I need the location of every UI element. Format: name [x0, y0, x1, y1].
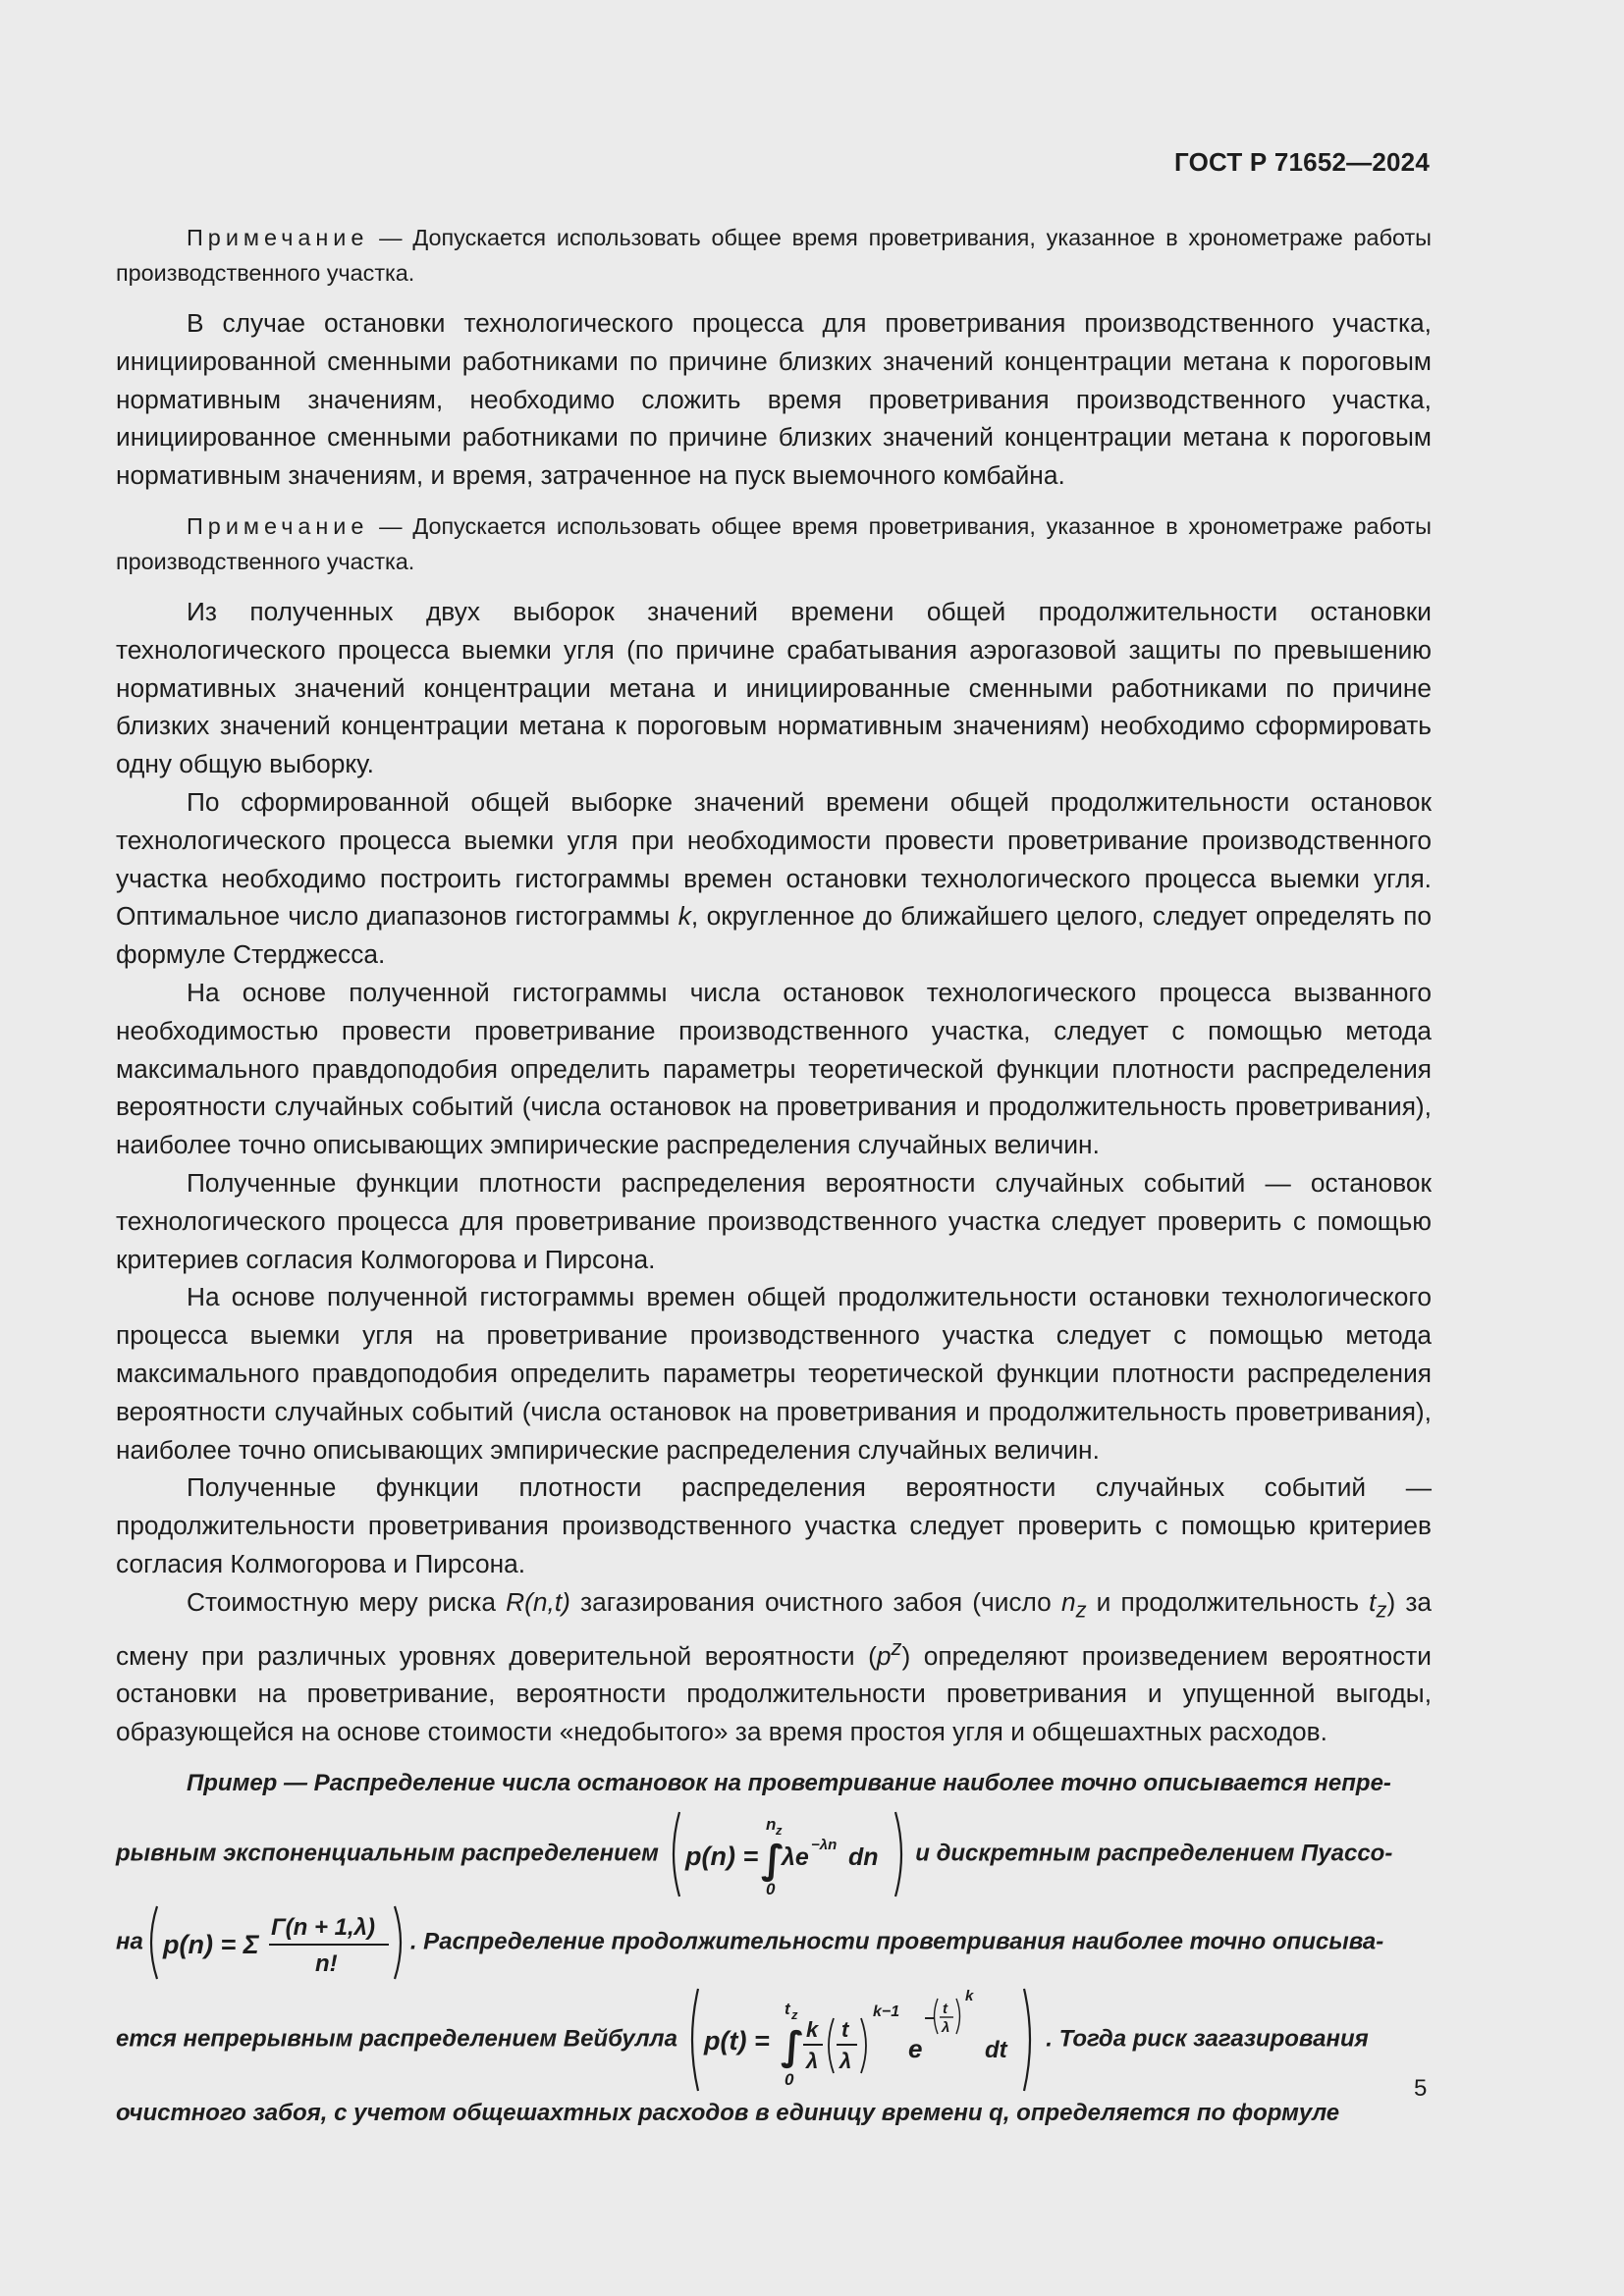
- example-block: [116, 1765, 1432, 2132]
- paragraph: На основе полученной гистограммы числа остановок технологического процесса вызванного необходимостью провести проветривание производственного участка, следует с помощью метода максимального правдоподобия определить параметры теоретической функции плотности распределения вероятности случайных событий (числа остановок на проветривания и продолжительность проветривания), наиболее точно описывающих эмпирические распределения случайных величин.: [116, 977, 1432, 1160]
- note-label: Примечание: [187, 225, 369, 250]
- formula-lhs: p(n) = Σ: [162, 1929, 259, 1959]
- formula-lhs: p(n) =: [684, 1841, 758, 1871]
- note-1: [116, 220, 1432, 291]
- svg-text:λ: λ: [941, 2018, 949, 2036]
- note-text: — Допускается использовать общее время проветривания, указанное в хронометраже работы производственного участка.: [116, 512, 1432, 574]
- svg-text:k−1: k−1: [872, 2002, 899, 2020]
- page-number: 5: [1414, 2075, 1428, 2102]
- var-k: k: [677, 901, 691, 932]
- formula-lhs: p(t) =: [703, 2025, 770, 2056]
- example-line-2: рывным экспоненциальным распределением p(n) = ∫ n z 0 λe −λn dn и дискретным распределением Пуассо-: [116, 1808, 1432, 1900]
- svg-text:−: −: [923, 2007, 935, 2028]
- svg-text:t: t: [942, 2000, 947, 2017]
- paragraph: Полученные функции плотности распределения вероятности случайных событий — остановок технологического процесса для проветривание производственного участка следует проверить с помощью критериев согласия Колмогорова и Пирсона.: [116, 1167, 1432, 1274]
- paragraph: Из полученных двух выборок значений времени общей продолжительности остановки технологического процесса выемки угля (по причине срабатывания аэрогазовой защиты по превышению нормативных значений концентрации метана и инициированные сменными работниками по причине близких значений концентрации метана к пороговым нормативным значениям) необходимо сформировать одну общую выборку.: [116, 596, 1432, 779]
- paragraph: На основе полученной гистограммы времен общей продолжительности остановки технологического процесса выемки угля на проветривание производственного участка следует с помощью метода максимального правдоподобия определить параметры теоретической функции плотности распределения вероятности случайных событий (числа остановок на проветривания и продолжительность проветривания), наиболее точно описывающих эмпирические распределения случайных величин.: [116, 1282, 1432, 1465]
- svg-text:λe: λe: [781, 1842, 809, 1871]
- svg-text:−λn: −λn: [810, 1836, 837, 1853]
- svg-text:dt: dt: [984, 2036, 1007, 2063]
- example-line-1: Пример — Распределение числа остановок на проветривание наиболее точно описывается непре-: [187, 1769, 1391, 1796]
- formula-poisson: [143, 1902, 410, 1983]
- var-t: t: [1369, 1586, 1377, 1617]
- svg-text:n!: n!: [314, 1949, 338, 1977]
- paragraph-sturges: По сформированной общей выборке значений времени общей продолжительности остановок технологического процесса выемки угля при необходимости провести проветривание производственного участка необходимо построить гистограммы времен остановки технологического процесса выемки угля. Оптимальное число диапазонов гистограммы k, округленное до ближайшего целого, следует определять по формуле Стерджесса.: [116, 786, 1432, 970]
- svg-text:dn: dn: [847, 1842, 879, 1871]
- formula-exponential: [666, 1808, 909, 1900]
- paragraph-risk: Стоимостную меру риска R(n,t) загазирования очистного забоя (число $n_z$ и продолжительность $t_z$) за смену при различных уровнях доверительной вероятности $(p^z)$ определяют произведением вероятности остановки на проветривание, вероятности продолжительности проветривания и упущенной выгоды, образующейся на основе стоимости «недобытого» за время простоя угля и общешахтных расходов.: [116, 1586, 1433, 1747]
- example-line-5: очистного забоя, с учетом общешахтных расходов в единицу времени q, определяется по формуле: [116, 2099, 1340, 2126]
- svg-text:t: t: [840, 2016, 848, 2042]
- paragraph: Полученные функции плотности распределения вероятности случайных событий — продолжительности проветривания производственного участка следует проверить с помощью критериев согласия Колмогорова и Пирсона.: [116, 1472, 1432, 1578]
- svg-text:e: e: [907, 2033, 923, 2063]
- note-label: Примечание: [187, 512, 369, 539]
- var-R: R: [506, 1586, 525, 1617]
- svg-text:k: k: [964, 1987, 973, 2004]
- svg-text:k: k: [805, 2016, 818, 2042]
- svg-text:∫: ∫: [780, 2023, 805, 2069]
- svg-text:λ: λ: [839, 2048, 851, 2073]
- document-header: ГОСТ Р 71652—2024: [1174, 147, 1430, 177]
- example-line-3: на p(n) = Σ Γ(n + 1,λ) n! . Распределение продолжительности проветривания наиболее точно описыва-: [116, 1902, 1432, 1983]
- svg-text:0: 0: [765, 1879, 776, 1898]
- svg-text:n: n: [765, 1814, 776, 1834]
- svg-text:Γ(n + 1,λ): Γ(n + 1,λ): [270, 1913, 375, 1941]
- var-p: p: [876, 1640, 892, 1671]
- svg-text:0: 0: [784, 2069, 794, 2089]
- document-body: [116, 220, 1432, 2132]
- svg-text:λ: λ: [805, 2048, 818, 2073]
- paragraph: В случае остановки технологического процесса для проветривания производственного участка, инициированной сменными работниками по причине близких значений концентрации метана к пороговым нормативным значениям, необходимо сложить время проветривания производственного участка, инициированное сменными работниками по причине близких значений концентрации метана к пороговым нормативным значениям, и время, затраченное на пуск выемочного комбайна.: [116, 308, 1432, 491]
- formula-weibull: [684, 1985, 1040, 2095]
- var-n: n: [1060, 1586, 1076, 1617]
- note-2: [116, 508, 1432, 579]
- svg-text:∫: ∫: [760, 1837, 785, 1883]
- example-line-4: ется непрерывным распределением Вейбулла p(t) = ∫ t z 0 k λ t λ k−1 e − t λ k dt . Тогда риск загазирования: [116, 1985, 1432, 2095]
- note-text: — Допускается использовать общее время проветривания, указанное в хронометраже работы производственного участка.: [116, 225, 1432, 286]
- svg-text:z: z: [775, 1822, 783, 1838]
- svg-text:z: z: [790, 2006, 798, 2022]
- svg-text:t: t: [784, 1999, 790, 2018]
